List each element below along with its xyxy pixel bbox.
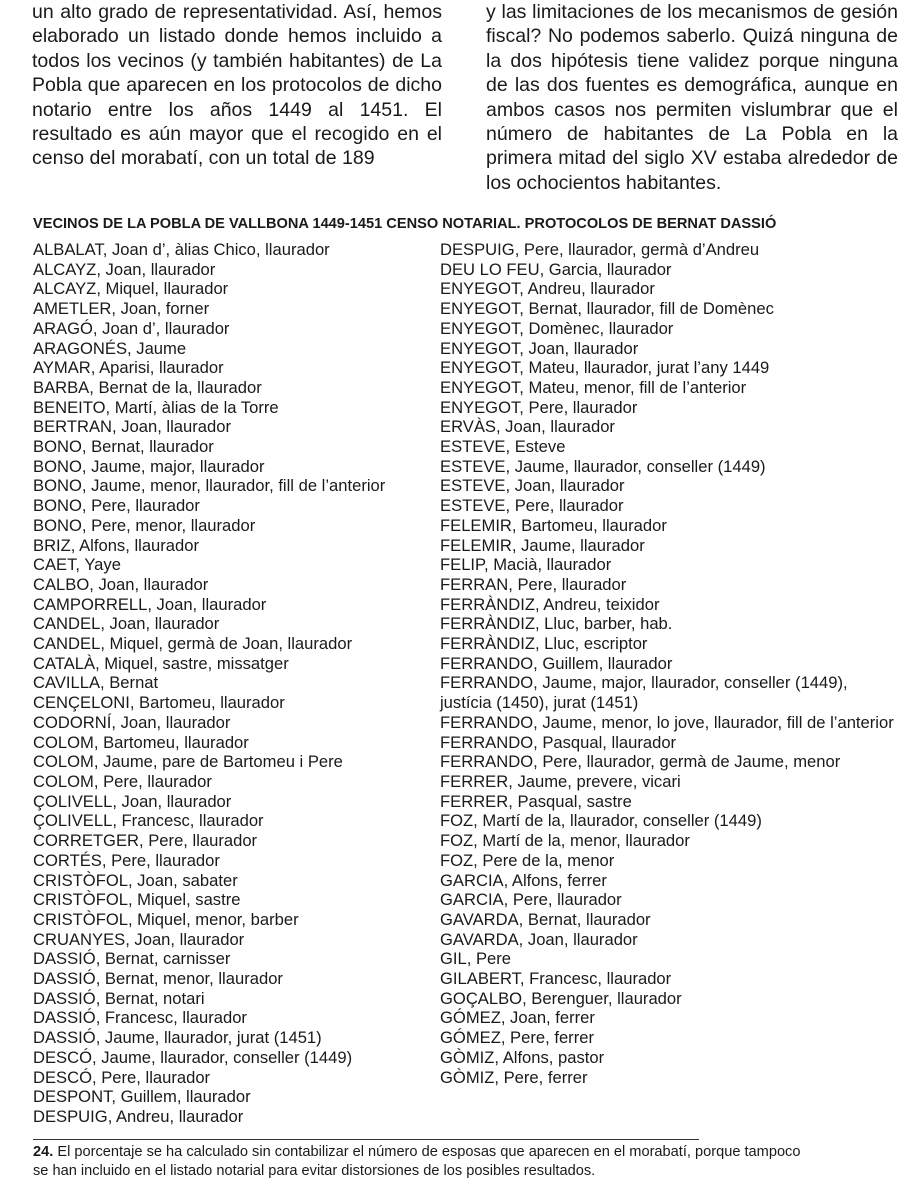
list-item: CRISTÒFOL, Miquel, sastre [33, 890, 241, 910]
intro-left-paragraph: un alto grado de representatividad. Así, hemos elaborado un listado donde hemos incluido a todos los vecinos (y también habitantes) de La Pobla que aparecen en los protocolos de dicho notario entre los años 1449 al 1451. El resultado es aún mayor que el recogido en el censo del morabatí, con un total de 189 [32, 1, 442, 170]
list-item: FOZ, Martí de la, llaurador, conseller (1449) [440, 811, 762, 831]
list-item: FERRANDO, Pere, llaurador, germà de Jaume, menor [440, 752, 841, 772]
list-item: BARBA, Bernat de la, llaurador [33, 377, 262, 397]
list-item: DESPUIG, Pere, llaurador, germà d’Andreu [440, 240, 760, 259]
list-item: FOZ, Martí de la, menor, llaurador [440, 831, 690, 851]
section-title: VECINOS DE LA POBLA DE VALLBONA 1449-1451 CENSO NOTARIAL. PROTOCOLOS DE BERNAT DASSIÓ [33, 216, 777, 232]
list-item: GIL, Pere [440, 949, 512, 969]
list-item: BONO, Bernat, llaurador [33, 437, 214, 457]
list-item: CAVILLA, Bernat [33, 673, 159, 693]
list-item: ERVÀS, Joan, llaurador [440, 417, 615, 437]
list-item: FERRÀNDIZ, Lluc, escriptor [440, 634, 648, 654]
list-item: DASSIÓ, Bernat, notari [33, 988, 205, 1008]
list-item: DEU LO FEU, Garcia, llaurador [440, 259, 672, 279]
footnote [33, 1143, 903, 1181]
list-item: FOZ, Pere de la, menor [440, 850, 615, 870]
list-item: FERRANDO, Pasqual, llaurador [440, 732, 677, 752]
list-item: BENEITO, Martí, àlias de la Torre [33, 397, 279, 417]
list-item: ESTEVE, Jaume, llaurador, conseller (1449) [440, 456, 766, 476]
list-item: ALCAYZ, Miquel, llaurador [33, 279, 229, 299]
list-item: ENYEGOT, Pere, llaurador [440, 397, 638, 417]
list-item: COLOM, Jaume, pare de Bartomeu i Pere [33, 752, 343, 772]
list-item: BONO, Pere, llaurador [33, 496, 200, 516]
list-item: COLOM, Pere, llaurador [33, 771, 212, 791]
list-item: CRISTÒFOL, Miquel, menor, barber [33, 909, 299, 929]
list-item: BERTRAN, Joan, llaurador [33, 417, 231, 437]
list-item: GÒMIZ, Alfons, pastor [440, 1047, 605, 1067]
list-item: CAMPORRELL, Joan, llaurador [33, 594, 267, 614]
list-item: ENYEGOT, Joan, llaurador [440, 338, 639, 358]
list-item: AMETLER, Joan, forner [33, 299, 210, 319]
list-item: CRISTÒFOL, Joan, sabater [33, 870, 238, 890]
list-item: ENYEGOT, Mateu, menor, fill de l’anterior [440, 377, 747, 397]
list-item: DESCÓ, Jaume, llaurador, conseller (1449) [33, 1047, 353, 1067]
list-item: FERRANDO, Guillem, llaurador [440, 653, 673, 673]
list-item: FERRER, Jaume, prevere, vicari [440, 771, 681, 791]
list-item: FELEMIR, Bartomeu, llaurador [440, 515, 667, 535]
list-item: GAVARDA, Joan, llaurador [440, 929, 638, 949]
list-item: DASSIÓ, Francesc, llaurador [33, 1008, 247, 1028]
list-item: BRIZ, Alfons, llaurador [33, 535, 200, 555]
list-item: ALCAYZ, Joan, llaurador [33, 259, 216, 279]
list-item: ESTEVE, Joan, llaurador [440, 476, 625, 496]
footnote-text: El porcentaje se ha calculado sin contabilizar el número de esposas que aparecen en el morabatí, porque tampoco se han incluido en el listado notarial para evitar distorsiones de los posibles resultados. [33, 1144, 801, 1179]
list-item: AYMAR, Aparisi, llaurador [33, 358, 224, 378]
list-item: BONO, Jaume, menor, llaurador, fill de l’anterior [33, 476, 386, 496]
residents-list-left [33, 240, 433, 1127]
list-item: CRUANYES, Joan, llaurador [33, 929, 245, 949]
list-item: FERRÀNDIZ, Lluc, barber, hab. [440, 614, 673, 634]
list-item: DASSIÓ, Bernat, menor, llaurador [33, 969, 283, 989]
list-item: GÓMEZ, Pere, ferrer [440, 1028, 594, 1048]
list-item: ENYEGOT, Domènec, llaurador [440, 318, 674, 338]
list-item: GARCIA, Pere, llaurador [440, 890, 622, 910]
list-item: ENYEGOT, Mateu, llaurador, jurat l’any 1449 [440, 358, 770, 378]
intro-right-paragraph: y las limitaciones de los mecanismos de gesión fiscal? No podemos saberlo. Quizá ninguna de la dos hipótesis tiene validez porque ninguna de las dos fuentes es demográfica, aunque en ambos casos nos permiten vislumbrar que el número de habitantes de La Pobla en la primera mitad del siglo XV estaba alrededor de los ochocientos habitantes. [486, 1, 898, 194]
residents-list-right [440, 240, 900, 1087]
list-item: ESTEVE, Pere, llaurador [440, 496, 624, 516]
list-item: FERRÀNDIZ, Andreu, teixidor [440, 594, 660, 614]
list-item: DASSIÓ, Jaume, llaurador, jurat (1451) [33, 1028, 322, 1048]
list-item: ALBALAT, Joan d’, àlias Chico, llaurador [33, 240, 330, 259]
list-item: GOÇALBO, Berenguer, llaurador [440, 988, 682, 1008]
list-item: CORRETGER, Pere, llaurador [33, 831, 258, 851]
list-item: CORTÉS, Pere, llaurador [33, 850, 220, 870]
list-item: ENYEGOT, Bernat, llaurador, fill de Domènec [440, 299, 774, 319]
list-item: FERRANDO, Jaume, menor, lo jove, llaurador, fill de l’anterior [440, 712, 894, 732]
list-item: CALBO, Joan, llaurador [33, 574, 209, 594]
list-item: GAVARDA, Bernat, llaurador [440, 909, 651, 929]
list-item: GARCIA, Alfons, ferrer [440, 870, 607, 890]
list-item: FELIP, Macià, llaurador [440, 555, 612, 575]
list-item: DASSIÓ, Bernat, carnisser [33, 949, 231, 969]
list-item: DESPUIG, Andreu, llaurador [33, 1106, 244, 1126]
footnote-divider [33, 1139, 699, 1140]
list-item: ARAGONÉS, Jaume [33, 338, 187, 358]
intro-text [32, 0, 898, 200]
list-item: FELEMIR, Jaume, llaurador [440, 535, 645, 555]
list-item: CATALÀ, Miquel, sastre, missatger [33, 653, 289, 673]
list-item: FERRAN, Pere, llaurador [440, 574, 627, 594]
list-item: BONO, Jaume, major, llaurador [33, 456, 265, 476]
list-item: ARAGÓ, Joan d’, llaurador [33, 318, 230, 338]
list-item: GILABERT, Francesc, llaurador [440, 969, 672, 989]
footnote-number: 24. [33, 1144, 54, 1160]
list-item: CENÇELONI, Bartomeu, llaurador [33, 693, 285, 713]
list-item: ENYEGOT, Andreu, llaurador [440, 279, 655, 299]
list-item: ÇOLIVELL, Francesc, llaurador [33, 811, 264, 831]
list-item: FERRER, Pasqual, sastre [440, 791, 632, 811]
list-item: DESPONT, Guillem, llaurador [33, 1087, 251, 1107]
list-item: ÇOLIVELL, Joan, llaurador [33, 791, 232, 811]
list-item: GÓMEZ, Joan, ferrer [440, 1008, 595, 1028]
list-item: CANDEL, Joan, llaurador [33, 614, 220, 634]
list-item: CAET, Yaye [33, 555, 121, 575]
list-item: GÒMIZ, Pere, ferrer [440, 1067, 588, 1087]
list-item: COLOM, Bartomeu, llaurador [33, 732, 249, 752]
list-item: BONO, Pere, menor, llaurador [33, 515, 256, 535]
list-item: FERRANDO, Jaume, major, llaurador, conseller (1449), justícia (1450), jurat (1451) [440, 673, 848, 713]
list-item: ESTEVE, Esteve [440, 437, 566, 457]
list-item: DESCÓ, Pere, llaurador [33, 1067, 211, 1087]
list-item: CANDEL, Miquel, germà de Joan, llaurador [33, 634, 353, 654]
list-item: CODORNÍ, Joan, llaurador [33, 712, 231, 732]
